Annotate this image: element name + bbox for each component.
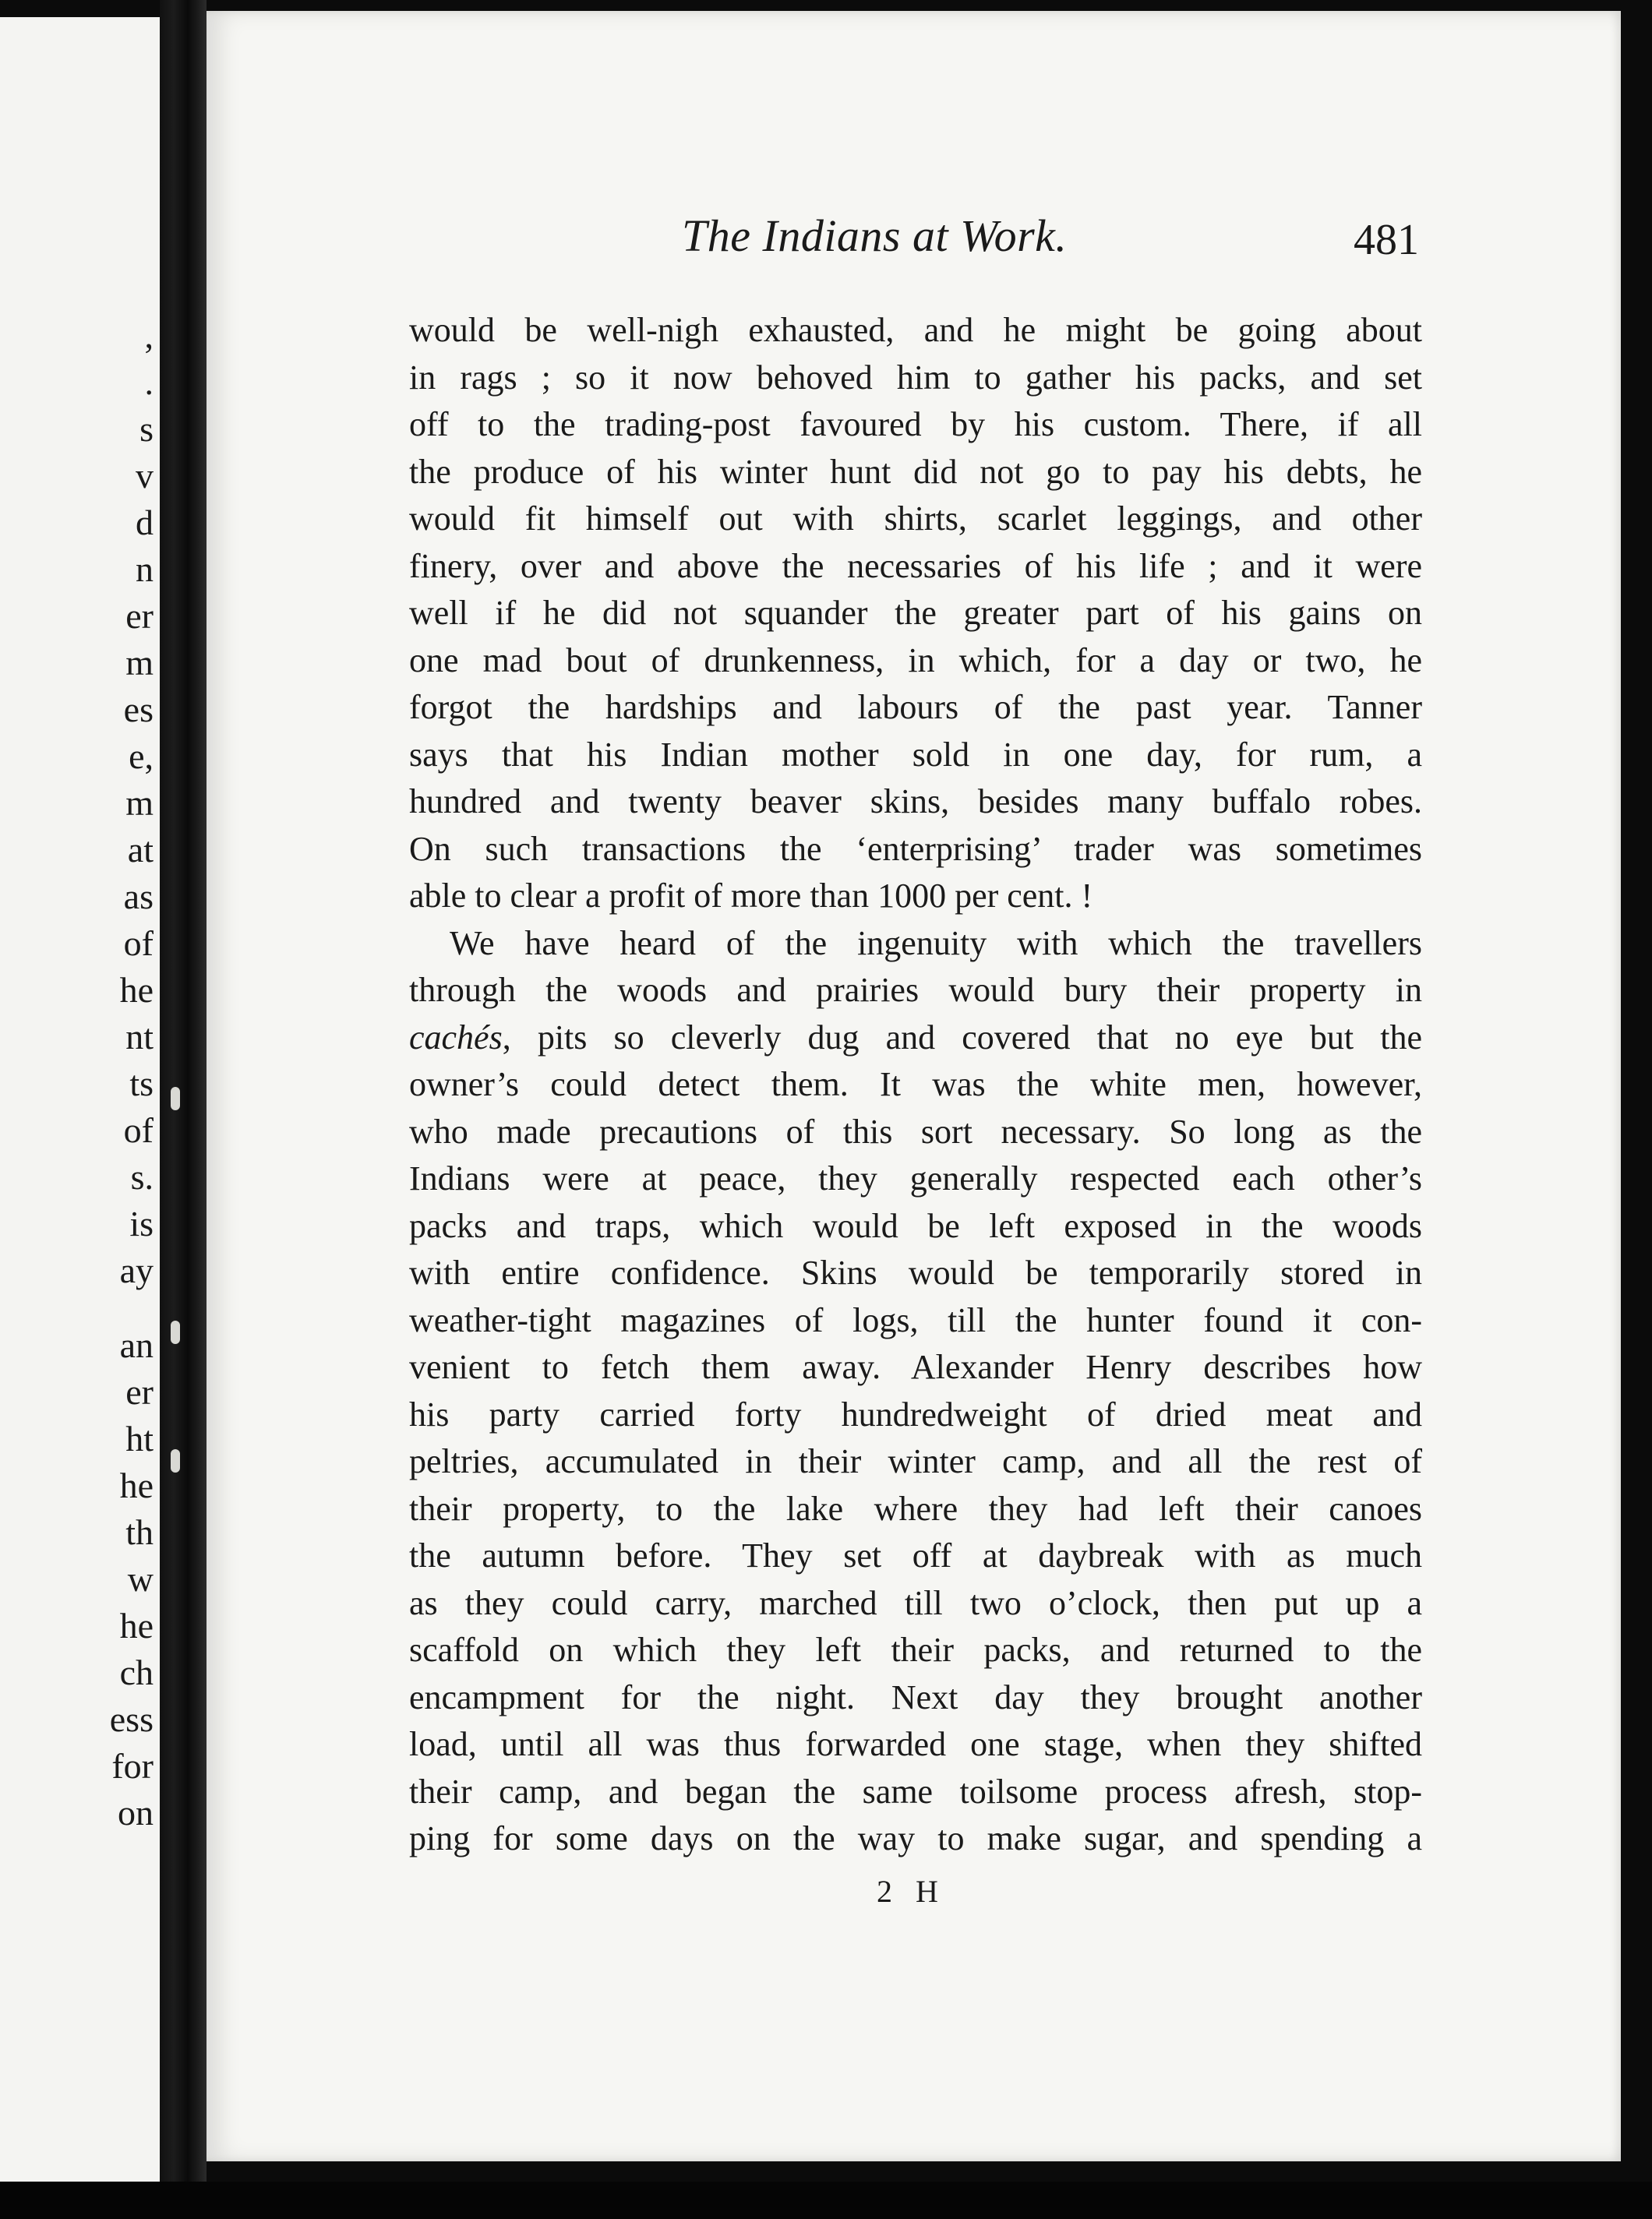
text-line: able to clear a profit of more than 1000 per cent. ! xyxy=(409,877,1093,915)
left-page-text-fragment: ht xyxy=(125,1419,154,1459)
text-line: peltries, accumulated in their winter camp, and all the rest of xyxy=(409,1442,1422,1480)
text-line: venient to fetch them away. Alexander Henry describes how xyxy=(409,1348,1422,1386)
left-page-text-fragment: as xyxy=(123,877,154,916)
text-line: ping for some days on the way to make sugar, and spending a xyxy=(409,1819,1422,1857)
running-head: The Indians at Work. xyxy=(682,210,1068,261)
text-line: their camp, and began the same toilsome process afresh, stop- xyxy=(409,1772,1422,1811)
left-page-text-fragment: m xyxy=(125,783,154,823)
text-line: through the woods and prairies would bury their property in xyxy=(409,971,1422,1009)
left-page-text-fragment: he xyxy=(119,1606,154,1646)
left-page-text-fragment: he xyxy=(119,1466,154,1505)
left-page-text-fragment: . xyxy=(144,362,154,402)
left-page-text-fragment: of xyxy=(123,923,154,963)
text-line: forgot the hardships and labours of the past year. Tanner xyxy=(409,688,1422,726)
page-number: 481 xyxy=(1354,216,1419,264)
left-page-text-fragment: ts xyxy=(129,1064,154,1103)
text-line: owner’s could detect them. It was the white men, however, xyxy=(409,1065,1422,1103)
book-page xyxy=(206,11,1621,2161)
text-line: the produce of his winter hunt did not go to pay his debts, he xyxy=(409,452,1422,491)
text-line: cachés, pits so cleverly dug and covered that no eye but the xyxy=(409,1018,1422,1057)
text-line: as they could carry, marched till two o’clock, then put up a xyxy=(409,1583,1422,1622)
text-line: the autumn before. They set off at daybreak with as much xyxy=(409,1536,1422,1575)
binding-thread-mark xyxy=(171,1449,180,1473)
left-page-text-fragment: w xyxy=(127,1559,154,1599)
text-line: well if he did not squander the greater part of his gains on xyxy=(409,594,1422,632)
left-page-text-fragment: is xyxy=(129,1204,154,1244)
left-page-text-fragment: he xyxy=(119,970,154,1010)
text-line: would fit himself out with shirts, scarlet leggings, and other xyxy=(409,499,1422,538)
binding-thread-mark xyxy=(171,1321,180,1344)
text-line: encampment for the night. Next day they brought another xyxy=(409,1677,1422,1716)
text-line: load, until all was thus forwarded one stage, when they shifted xyxy=(409,1725,1422,1763)
left-page-text-fragment: d xyxy=(136,503,154,542)
text-line: off to the trading-post favoured by his custom. There, if all xyxy=(409,405,1422,443)
scan-border xyxy=(0,2182,1652,2219)
text-line: says that his Indian mother sold in one day, for rum, a xyxy=(409,735,1422,774)
signature-mark: 2 H xyxy=(877,1874,946,1909)
text-line: who made precautions of this sort necessary. So long as the xyxy=(409,1112,1422,1151)
left-page-text-fragment: m xyxy=(125,643,154,683)
left-page-text-fragment: ess xyxy=(109,1699,154,1739)
text-line: with entire confidence. Skins would be temporarily stored in xyxy=(409,1254,1422,1292)
text-line: We have heard of the ingenuity with which the travellers xyxy=(450,923,1422,962)
left-page-text-fragment: es xyxy=(123,690,154,729)
text-line: finery, over and above the necessaries of his life ; and it were xyxy=(409,546,1422,585)
binding-thread-mark xyxy=(171,1087,180,1110)
left-page-text-fragment: of xyxy=(123,1110,154,1150)
left-page-text-fragment: ch xyxy=(119,1653,154,1692)
text-line: would be well-nigh exhausted, and he might be going about xyxy=(409,311,1422,349)
text-line: weather-tight magazines of logs, till the hunter found it con- xyxy=(409,1300,1422,1339)
left-page-text-fragment: n xyxy=(136,549,154,589)
left-page-text-fragment: v xyxy=(136,456,154,496)
text-line: his party carried forty hundredweight of dried meat and xyxy=(409,1395,1422,1434)
text-line: in rags ; so it now behoved him to gather his packs, and set xyxy=(409,358,1422,397)
left-page-text-fragment: at xyxy=(127,830,154,870)
text-line: hundred and twenty beaver skins, besides many buffalo robes. xyxy=(409,782,1422,820)
previous-page-edge xyxy=(0,17,161,2185)
text-line: packs and traps, which would be left exposed in the woods xyxy=(409,1206,1422,1245)
left-page-text-fragment: ay xyxy=(119,1251,154,1290)
left-page-text-fragment: nt xyxy=(125,1017,154,1057)
left-page-text-fragment: e, xyxy=(129,736,154,776)
italic-term: cachés xyxy=(409,1018,503,1057)
text-line: one mad bout of drunkenness, in which, for a day or two, he xyxy=(409,640,1422,679)
text-line: their property, to the lake where they had left their canoes xyxy=(409,1489,1422,1528)
left-page-text-fragment: , xyxy=(144,316,154,355)
book-gutter xyxy=(160,0,206,2219)
left-page-text-fragment: on xyxy=(118,1793,154,1833)
left-page-text-fragment: er xyxy=(125,596,154,636)
left-page-text-fragment: th xyxy=(125,1512,154,1552)
body-text xyxy=(409,307,1422,1863)
text-line: Indians were at peace, they generally respected each other’s xyxy=(409,1159,1422,1198)
left-page-text-fragment: s. xyxy=(130,1157,154,1197)
left-page-text-fragment: for xyxy=(111,1746,154,1786)
left-page-text-fragment: an xyxy=(119,1325,154,1365)
text-line: scaffold on which they left their packs, and returned to the xyxy=(409,1631,1422,1669)
left-page-text-fragment: s xyxy=(139,409,154,449)
left-page-text-fragment: er xyxy=(125,1372,154,1412)
text-line: On such transactions the ‘enterprising’ trader was sometimes xyxy=(409,829,1422,868)
